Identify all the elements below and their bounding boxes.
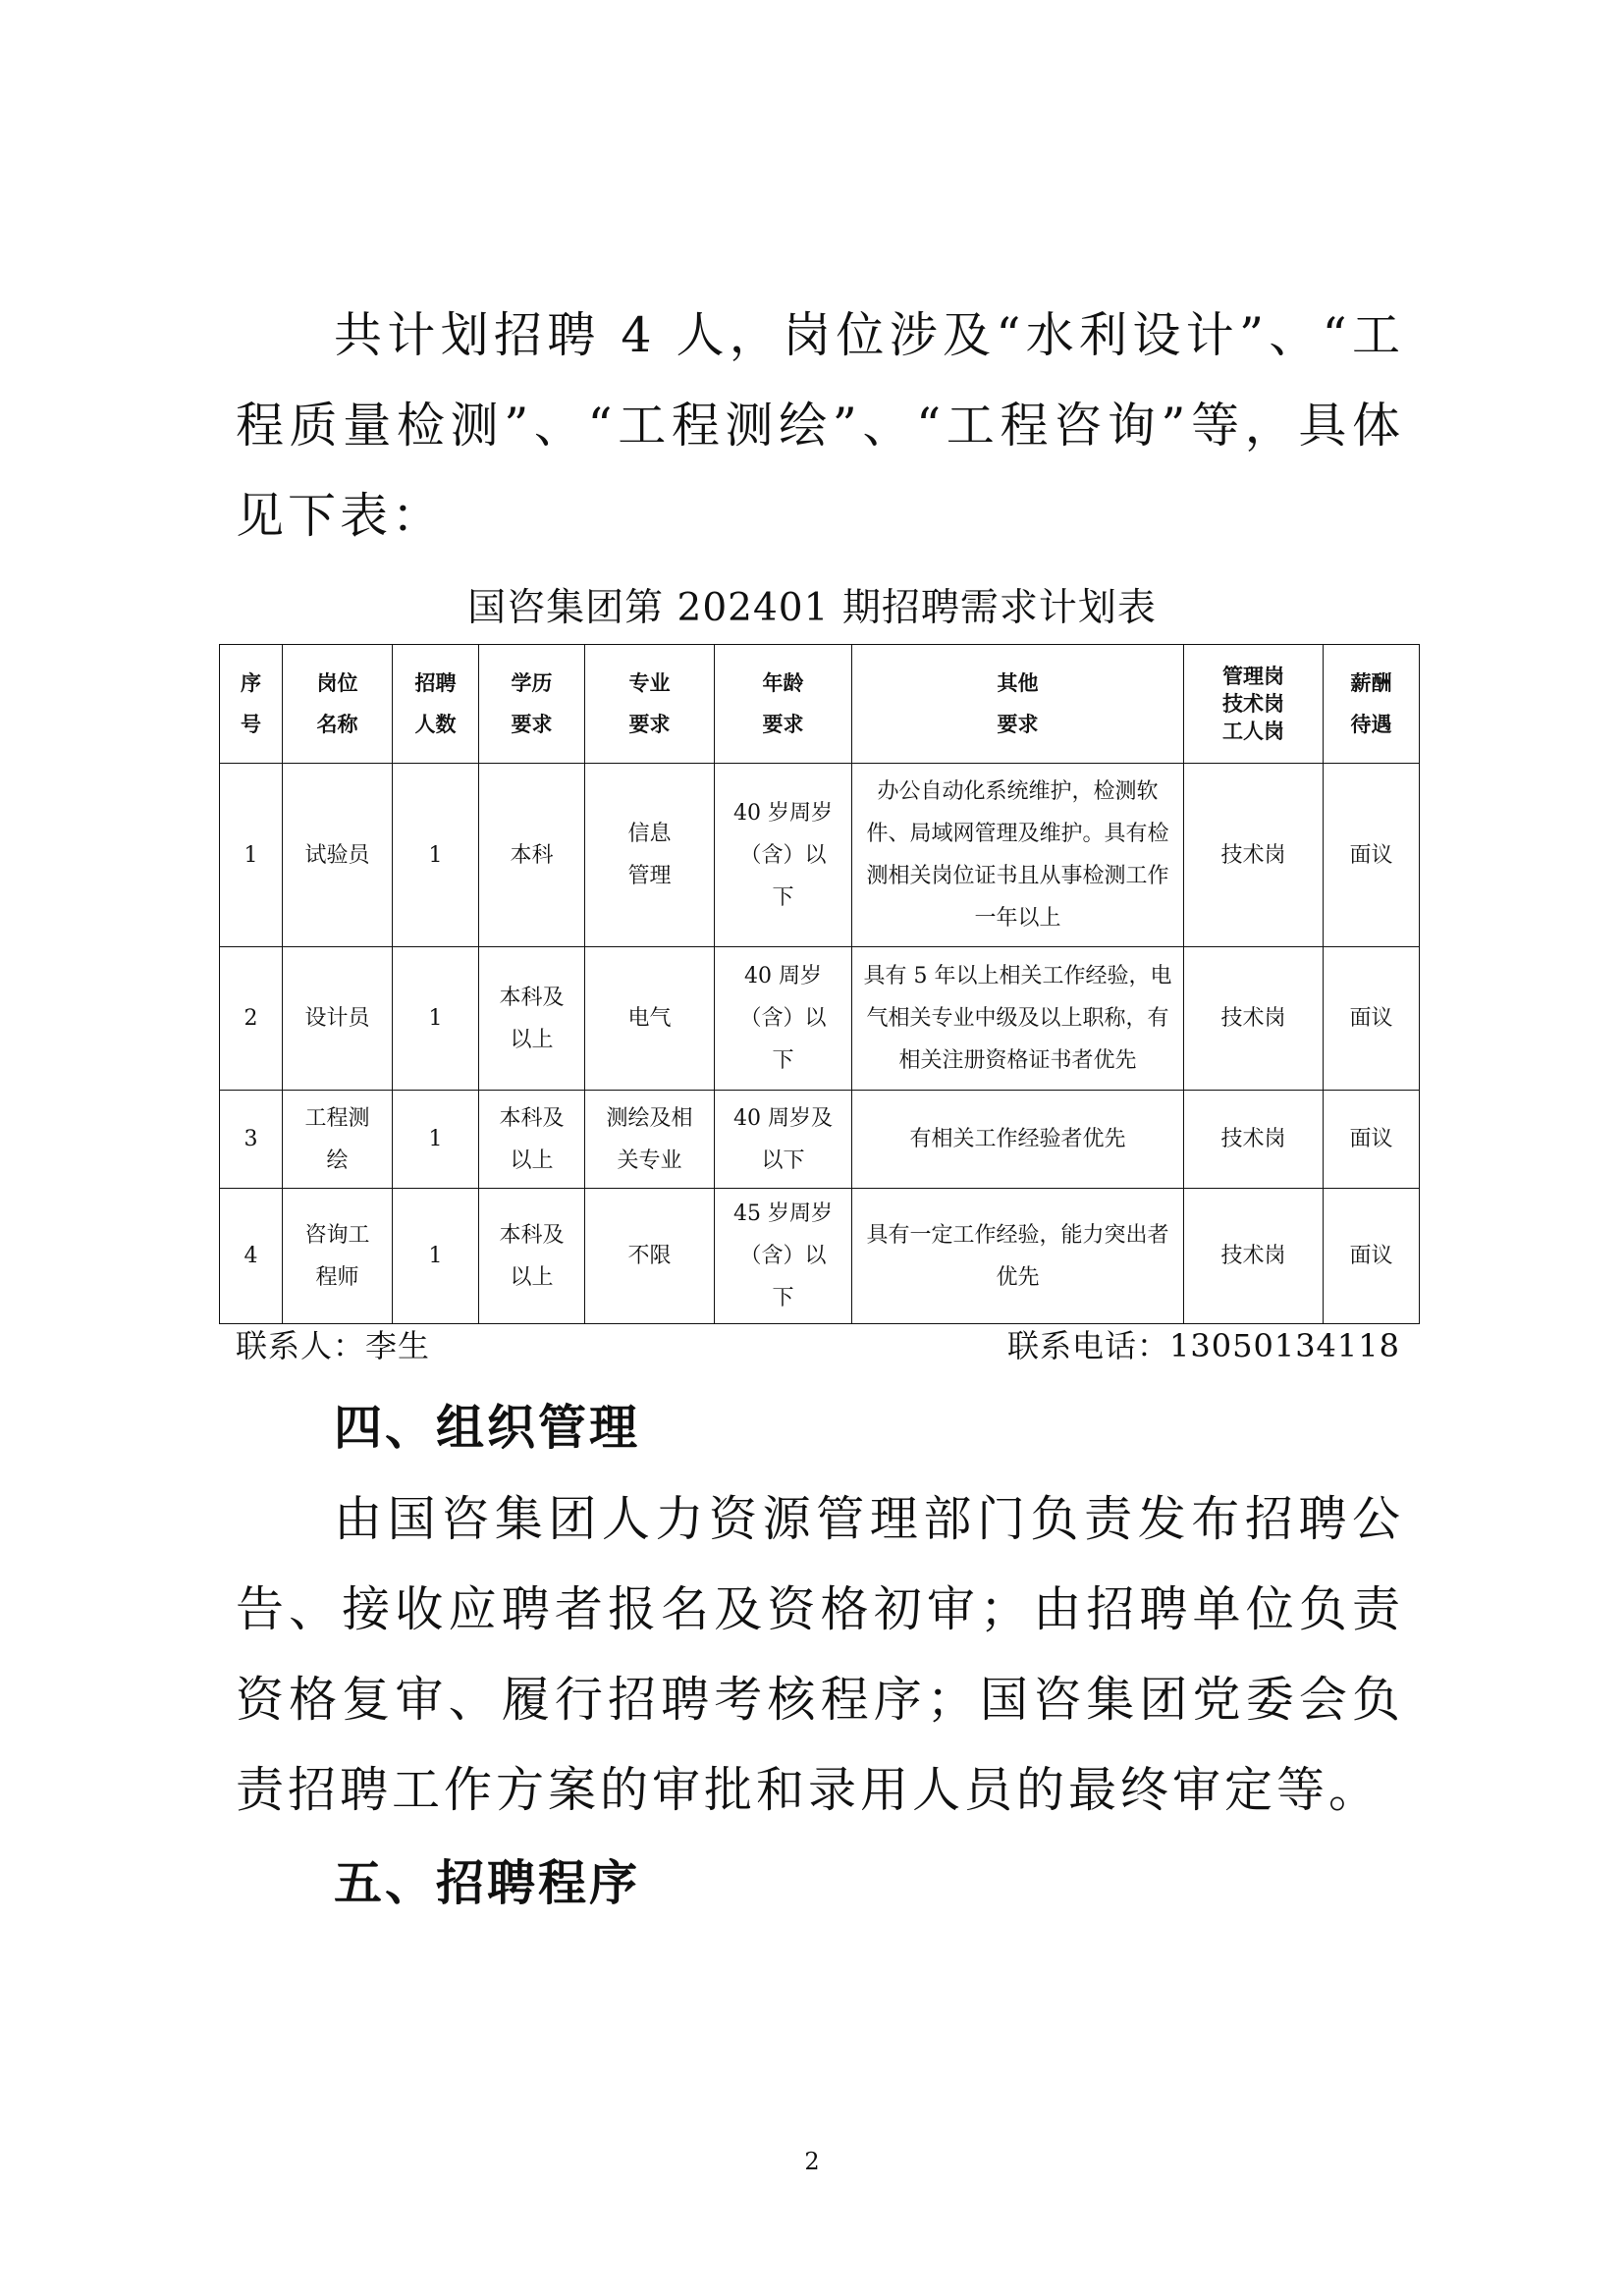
- cell-major: 不限: [585, 1189, 715, 1324]
- cell-salary: 面议: [1324, 947, 1420, 1091]
- cell-age: 40 周岁及以下: [715, 1091, 852, 1189]
- cell-count: 1: [393, 1189, 479, 1324]
- header-post-type: 管理岗技术岗工人岗: [1184, 645, 1324, 764]
- cell-salary: 面议: [1324, 1091, 1420, 1189]
- cell-other: 具有 5 年以上相关工作经验，电气相关专业中级及以上职称，有相关注册资格证书者优先: [852, 947, 1184, 1091]
- cell-no: 3: [220, 1091, 283, 1189]
- header-position: 岗位名称: [283, 645, 393, 764]
- cell-no: 1: [220, 764, 283, 947]
- cell-major: 信息管理: [585, 764, 715, 947]
- cell-age: 40 周岁（含）以下: [715, 947, 852, 1091]
- section-heading-procedure: 五、招聘程序: [334, 1855, 641, 1911]
- recruitment-plan-table: [219, 644, 1420, 1324]
- header-salary: 薪酬待遇: [1324, 645, 1420, 764]
- header-age: 年龄要求: [715, 645, 852, 764]
- cell-education: 本科: [479, 764, 585, 947]
- cell-education: 本科及以上: [479, 1091, 585, 1189]
- contact-phone: 联系电话：13050134118: [1007, 1327, 1400, 1364]
- table-row: [220, 1189, 1420, 1324]
- cell-position: 试验员: [283, 764, 393, 947]
- cell-post-type: 技术岗: [1184, 1091, 1324, 1189]
- cell-salary: 面议: [1324, 764, 1420, 947]
- cell-major: 测绘及相关专业: [585, 1091, 715, 1189]
- cell-age: 40 岁周岁（含）以下: [715, 764, 852, 947]
- section-heading-organization: 四、组织管理: [334, 1400, 641, 1456]
- cell-position: 工程测绘: [283, 1091, 393, 1189]
- cell-post-type: 技术岗: [1184, 1189, 1324, 1324]
- cell-other: 办公自动化系统维护，检测软件、局域网管理及维护。具有检测相关岗位证书且从事检测工作一年以上: [852, 764, 1184, 947]
- cell-post-type: 技术岗: [1184, 764, 1324, 947]
- cell-age: 45 岁周岁（含）以下: [715, 1189, 852, 1324]
- cell-other: 具有一定工作经验，能力突出者优先: [852, 1189, 1184, 1324]
- page-number: 2: [804, 2148, 820, 2175]
- cell-count: 1: [393, 1091, 479, 1189]
- cell-count: 1: [393, 764, 479, 947]
- cell-no: 4: [220, 1189, 283, 1324]
- cell-no: 2: [220, 947, 283, 1091]
- cell-post-type: 技术岗: [1184, 947, 1324, 1091]
- intro-paragraph: 共计划招聘 4 人，岗位涉及“水利设计”、“工程质量检测”、“工程测绘”、“工程咨询”等，具体见下表：: [236, 307, 1404, 544]
- header-no: 序号: [220, 645, 283, 764]
- header-other: 其他要求: [852, 645, 1184, 764]
- cell-count: 1: [393, 947, 479, 1091]
- table-row: [220, 1091, 1420, 1189]
- cell-education: 本科及以上: [479, 1189, 585, 1324]
- cell-major: 电气: [585, 947, 715, 1091]
- header-major: 专业要求: [585, 645, 715, 764]
- cell-education: 本科及以上: [479, 947, 585, 1091]
- table-title: 国咨集团第 202401 期招聘需求计划表: [467, 586, 1157, 630]
- cell-position: 设计员: [283, 947, 393, 1091]
- header-education: 学历要求: [479, 645, 585, 764]
- table-row: [220, 764, 1420, 947]
- contact-person: 联系人：李生: [236, 1327, 431, 1364]
- cell-salary: 面议: [1324, 1189, 1420, 1324]
- table-row: [220, 947, 1420, 1091]
- cell-other: 有相关工作经验者优先: [852, 1091, 1184, 1189]
- cell-position: 咨询工程师: [283, 1189, 393, 1324]
- organization-paragraph: 由国咨集团人力资源管理部门负责发布招聘公告、接收应聘者报名及资格初审；由招聘单位负责资格复审、履行招聘考核程序；国咨集团党委会负责招聘工作方案的审批和录用人员的最终审定等。: [236, 1491, 1404, 1818]
- header-count: 招聘人数: [393, 645, 479, 764]
- table-header-row: [220, 645, 1420, 764]
